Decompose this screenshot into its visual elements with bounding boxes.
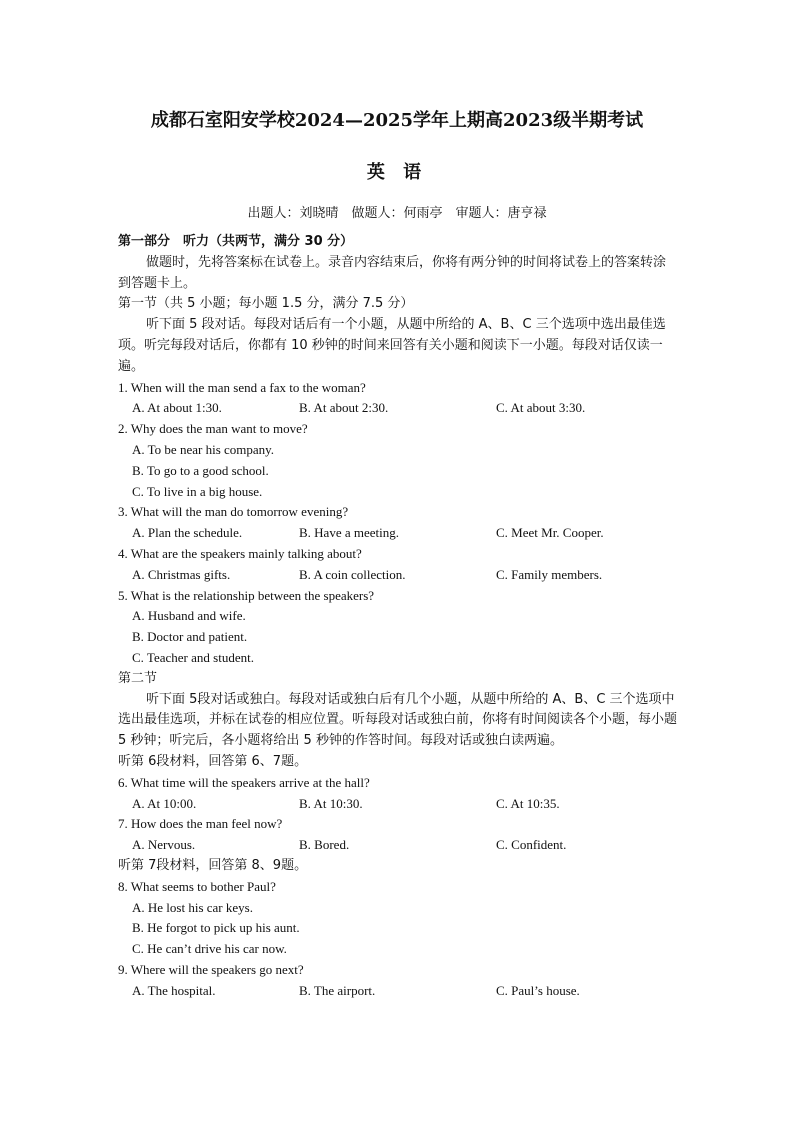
exam-title: 成都石室阳安学校2024—2025学年上期高2023级半期考试 bbox=[150, 110, 644, 131]
question-stem: 7. How does the man feel now? bbox=[118, 816, 283, 832]
subject-title: 英 语 bbox=[366, 162, 428, 183]
section1-title: 第一节（共 5 小题；每小题 1.5 分，满分 7.5 分） bbox=[118, 296, 414, 312]
option-a: A. Plan the schedule. bbox=[132, 525, 243, 541]
part1-intro: 做题时，先将答案标在试卷上。录音内容结束后，你将有两分钟的时间将试卷上的答案转涂到答题卡上。 bbox=[118, 254, 667, 291]
option-row bbox=[118, 398, 678, 419]
option-c: C. At about 3:30. bbox=[496, 400, 586, 416]
option-b: B. He forgot to pick up his aunt. bbox=[132, 920, 300, 936]
option-row bbox=[118, 565, 678, 586]
option-a: A. Christmas gifts. bbox=[132, 566, 231, 582]
option-a: A. He lost his car keys. bbox=[132, 899, 253, 915]
section2-instructions: 听下面 5段对话或独白。每段对话或独白后有几个小题，从题中所给的 A、B、C 三个选项中选出最佳选项，并标在试卷的相应位置。听每段对话或独白前，你将有时间阅读各个小题，每小题 5 秒钟；听完后，各小题将给出 5 秒钟的作答时间。每段对话或独白读两遍。 bbox=[118, 691, 678, 749]
option-row bbox=[118, 523, 678, 544]
exam-body bbox=[118, 232, 678, 1001]
option-b: B. Doctor and patient. bbox=[132, 629, 248, 645]
option-row bbox=[118, 981, 678, 1002]
option-row bbox=[118, 794, 678, 815]
question-stem: 4. What are the speakers mainly talking about? bbox=[118, 545, 362, 561]
option-a: A. At 10:00. bbox=[132, 795, 197, 811]
option-a: A. The hospital. bbox=[132, 982, 216, 998]
question-stem: 1. When will the man send a fax to the woman? bbox=[118, 379, 366, 395]
option-a: A. Husband and wife. bbox=[132, 608, 246, 624]
section1-instructions: 听下面 5 段对话。每段对话后有一个小题，从题中所给的 A、B、C 三个选项中选出最佳选项。听完每段对话后，你都有 10 秒钟的时间来回答有关小题和阅读下一小题。每段对话仅读一遍。 bbox=[118, 317, 666, 374]
question-stem: 9. Where will the speakers go next? bbox=[118, 961, 304, 977]
question-stem: 2. Why does the man want to move? bbox=[118, 421, 308, 437]
option-b: B. Bored. bbox=[299, 837, 350, 853]
option-b: B. At 10:30. bbox=[299, 795, 363, 811]
option-b: B. The airport. bbox=[299, 982, 376, 998]
question-stem: 6. What time will the speakers arrive at the hall? bbox=[118, 774, 370, 790]
option-a: A. To be near his company. bbox=[132, 441, 275, 457]
option-c: C. Family members. bbox=[496, 566, 603, 582]
question-stem: 3. What will the man do tomorrow evening? bbox=[118, 504, 349, 520]
option-c: C. Teacher and student. bbox=[132, 649, 254, 665]
question-stem: 8. What seems to bother Paul? bbox=[118, 878, 276, 894]
option-c: C. Paul’s house. bbox=[496, 982, 580, 998]
material-note: 听第 7段材料，回答第 8、9题。 bbox=[118, 857, 308, 873]
option-row bbox=[118, 835, 678, 856]
authors-line: 出题人：刘晓晴 做题人：何雨亭 审题人：唐亨禄 bbox=[247, 206, 547, 221]
option-c: C. To live in a big house. bbox=[132, 483, 263, 499]
option-b: B. At about 2:30. bbox=[299, 400, 389, 416]
material-note: 听第 6段材料，回答第 6、7题。 bbox=[118, 753, 308, 769]
section2-title: 第二节 bbox=[118, 670, 158, 686]
option-a: A. At about 1:30. bbox=[132, 400, 222, 416]
option-b: B. A coin collection. bbox=[299, 566, 406, 582]
option-c: C. Meet Mr. Cooper. bbox=[496, 525, 604, 541]
option-c: C. He can’t drive his car now. bbox=[132, 941, 287, 957]
option-b: B. To go to a good school. bbox=[132, 462, 269, 478]
option-b: B. Have a meeting. bbox=[299, 525, 399, 541]
option-a: A. Nervous. bbox=[132, 837, 196, 853]
question-stem: 5. What is the relationship between the speakers? bbox=[118, 587, 375, 603]
part1-title: 第一部分 听力（共两节，满分 30 分） bbox=[118, 234, 354, 249]
option-c: C. At 10:35. bbox=[496, 795, 560, 811]
option-c: C. Confident. bbox=[496, 837, 567, 853]
